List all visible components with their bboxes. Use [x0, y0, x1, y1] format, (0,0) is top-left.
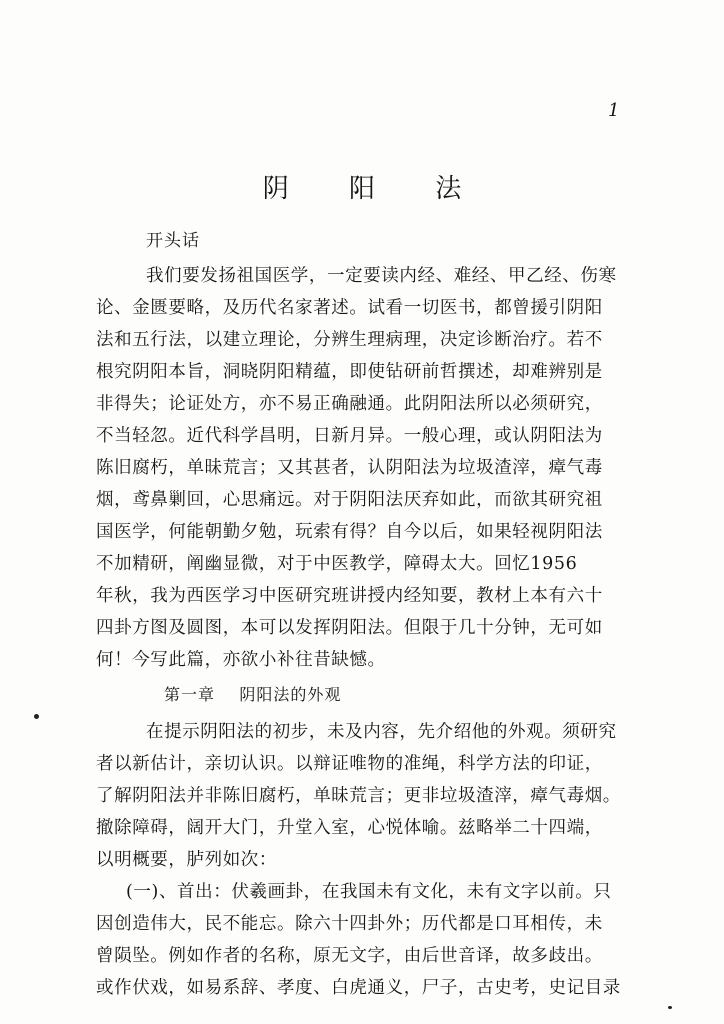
item-line: 或作伏戏，如易系辞、孝度、白虎通义，尸子，古史考，史记目录 — [96, 978, 621, 998]
opening-line: 陈旧腐朽，单昧荒言；又其甚者，认阴阳法为垃圾渣滓，瘴气毒 — [96, 458, 603, 478]
opening-line: 不加精研，阐幽显微，对于中医教学，障碍太大。回忆1956 — [96, 554, 578, 574]
opening-line: 论、金匮要略，及历代名家著述。试看一切医书，都曾援引阴阳 — [96, 298, 603, 318]
page-title: 阴 阳 法 — [262, 174, 488, 204]
item-line: 因创造伟大，民不能忘。除六十四卦外；历代都是口耳相传，未 — [96, 914, 603, 934]
opening-line: 非得失；论证处方，亦不易正确融通。此阴阳法所以必须研究， — [96, 394, 603, 414]
chapter-line: 了解阴阳法并非陈旧腐朽，单昧荒言；更非垃圾渣滓，瘴气毒烟。 — [96, 786, 621, 806]
chapter-line: 者以新估计，亲切认识。以辩证唯物的准绳，科学方法的印证， — [96, 754, 603, 774]
ink-speck — [34, 714, 39, 719]
opening-line: 四卦方图及圆图，本可以发挥阴阳法。但限于几十分钟，无可如 — [96, 618, 603, 638]
opening-line: 烟，鸢鼻剿回，心思痛远。对于阴阳法厌弃如此，而欲其研究祖 — [96, 490, 603, 510]
opening-line: 何！今写此篇，亦欲小补往昔缺憾。 — [96, 650, 386, 670]
chapter-line: 以明概要，胪列如次： — [96, 850, 277, 870]
opening-line: 根究阴阳本旨，洞晓阴阳精蕴，即使钻研前哲撰述，却难辨别是 — [96, 362, 603, 382]
opening-line: 不当轻忽。近代科学昌明，日新月异。一般心理，或认阴阳法为 — [96, 426, 603, 446]
opening-heading: 开头话 — [146, 231, 200, 251]
chapter-heading: 第一章 阴阳法的外观 — [164, 685, 342, 704]
opening-line: 法和五行法，以建立理论，分辨生理病理，决定诊断治疗。若不 — [96, 330, 603, 350]
opening-line: 年秋，我为西医学习中医研究班讲授内经知要，教材上本有六十 — [96, 586, 603, 606]
chapter-line: 撤除障碍，阔开大门，升堂入室，心悦体喻。兹略举二十四端， — [96, 818, 603, 838]
item-line: 曾陨坠。例如作者的名称，原无文字，由后世音译，故多歧出。 — [96, 946, 603, 966]
page-number: 1 — [608, 100, 620, 121]
item-line: (一)、首出：伏羲画卦，在我国未有文化，未有文字以前。只 — [126, 882, 612, 902]
opening-line: 国医学，何能朝勤夕勉，玩索有得？自今以后，如果轻视阴阳法 — [96, 522, 603, 542]
opening-line: 我们要发扬祖国医学，一定要读内经、难经、甲乙经、伤寒 — [146, 266, 617, 286]
chapter-line: 在提示阴阳法的初步，未及内容，先介绍他的外观。须研究 — [146, 722, 617, 742]
ink-speck — [668, 1006, 672, 1009]
